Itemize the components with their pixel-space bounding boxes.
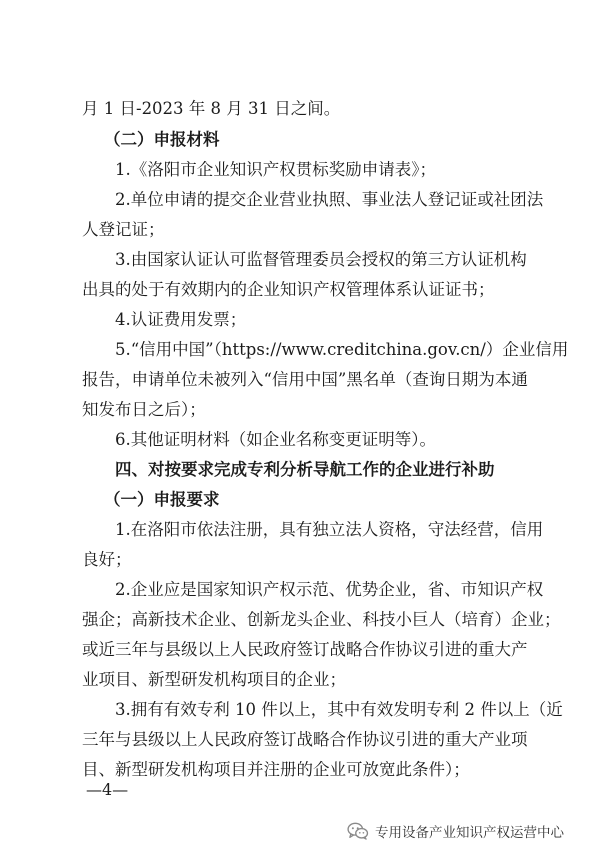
text-line: 5.“信用中国”（https://www.creditchina.gov.cn/）企业信用	[115, 340, 569, 359]
text-line: 业项目、新型研发机构项目的企业；	[82, 670, 346, 689]
text-line: 1.在洛阳市依法注册，具有独立法人资格，守法经营，信用	[115, 520, 544, 539]
section-heading: 四、对按要求完成专利分析导航工作的企业进行补助	[115, 460, 495, 479]
text-line: 良好；	[82, 550, 132, 569]
wechat-icon	[347, 822, 369, 840]
text-line: 人登记证；	[82, 220, 165, 239]
text-line: 3.由国家认证认可监督管理委员会授权的第三方认证机构	[115, 250, 527, 269]
text-line: 报告，申请单位未被列入“信用中国”黑名单（查询日期为本通	[82, 370, 528, 389]
text-line: 2.企业应是国家知识产权示范、优势企业，省、市知识产权	[115, 580, 544, 599]
section-heading: （二）申报材料	[104, 130, 220, 149]
text-line: 或近三年与县级以上人民政府签订战略合作协议引进的重大产	[82, 640, 528, 659]
text-line: 知发布日之后）；	[82, 400, 206, 419]
text-line: 目、新型研发机构项目并注册的企业可放宽此条件）；	[82, 760, 470, 779]
text-line: 三年与县级以上人民政府签订战略合作协议引进的重大产业项	[82, 730, 528, 749]
text-line: 2.单位申请的提交企业营业执照、事业法人登记证或社团法	[115, 190, 544, 209]
watermark	[347, 820, 564, 842]
text-line: 4.认证费用发票；	[115, 310, 247, 329]
text-line: 1.《洛阳市企业知识产权贯标奖励申请表》；	[115, 160, 436, 179]
watermark-text: 专用设备产业知识产权运营中心	[375, 825, 564, 841]
text-line: 6.其他证明材料（如企业名称变更证明等）。	[115, 430, 436, 449]
text-line: 强企；高新技术企业、创新龙头企业、科技小巨人（培育）企业；	[82, 610, 561, 629]
section-heading: （一）申报要求	[104, 490, 220, 509]
text-line: 月 1 日-2023 年 8 月 31 日之间。	[82, 99, 341, 118]
page-number: —4—	[86, 780, 129, 799]
text-line: 出具的处于有效期内的企业知识产权管理体系认证证书；	[82, 280, 495, 299]
text-line: 3.拥有有效专利 10 件以上，其中有效发明专利 2 件以上（近	[115, 700, 563, 719]
